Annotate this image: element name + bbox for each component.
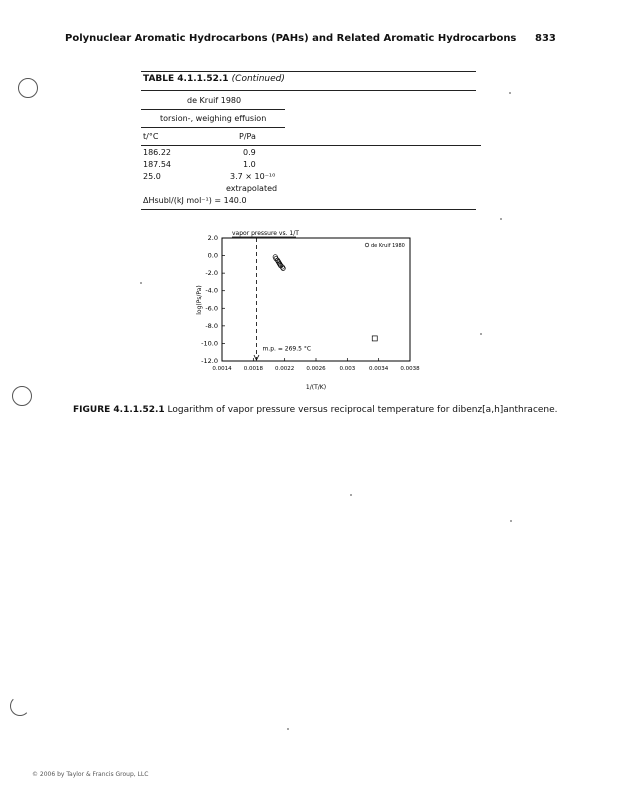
y-tick-label: -2.0 <box>205 269 218 278</box>
table-continued: (Continued) <box>231 74 285 84</box>
figure-caption-text: Logarithm of vapor pressure versus reciprocal temperature for dibenz[a,h]anthracene. <box>167 405 558 415</box>
table-method-rule <box>141 127 285 128</box>
punch-hole-top <box>18 78 38 98</box>
data-points <box>273 255 377 341</box>
y-tick-label: -12.0 <box>201 357 218 365</box>
table-row-2-t: 187.54 <box>143 160 171 169</box>
scan-speck <box>140 282 142 284</box>
y-tick-label: 0.0 <box>207 251 218 260</box>
table-title-rule <box>141 90 476 91</box>
table-row-3-p: 3.7 × 10⁻¹⁰ <box>230 172 276 181</box>
vapor-pressure-chart <box>190 226 440 398</box>
x-tick-label: 0.0026 <box>306 366 326 372</box>
running-header-title: Polynuclear Aromatic Hydrocarbons (PAHs) and Related Aromatic Hydrocarbons <box>65 33 517 44</box>
x-tick-label: 0.0034 <box>369 366 389 372</box>
copyright-footer: © 2006 by Taylor & Francis Group, LLC <box>32 771 149 778</box>
y-tick-label: -10.0 <box>201 339 218 348</box>
data-point-square <box>372 336 377 341</box>
plot-frame <box>222 238 410 361</box>
table-enthalpy: ΔHsubl/(kJ mol⁻¹) = 140.0 <box>143 196 247 205</box>
x-tick-label: 0.0014 <box>212 366 232 372</box>
melting-point-annotation: m.p. = 269.5 °C <box>262 345 312 353</box>
table-row-2-p: 1.0 <box>243 160 256 169</box>
table-method: torsion-, weighing effusion <box>160 114 267 123</box>
scan-speck <box>350 494 352 496</box>
legend <box>365 243 405 249</box>
table-row-3-t: 25.0 <box>143 172 161 181</box>
x-tick-label: 0.0018 <box>243 366 263 372</box>
x-axis-ticks <box>212 358 420 372</box>
table-note: extrapolated <box>226 184 278 193</box>
table-bottom-rule <box>141 209 476 210</box>
table-col1-header: t/°C <box>143 132 159 141</box>
y-tick-label: -8.0 <box>205 321 218 330</box>
table-top-rule <box>141 71 476 72</box>
x-tick-label: 0.0022 <box>275 366 295 372</box>
chart-title: vapor pressure vs. 1/T <box>232 230 299 237</box>
table-reference: de Kruif 1980 <box>187 96 242 105</box>
table-reference-rule <box>141 109 285 110</box>
table-row-1-t: 186.22 <box>143 148 171 157</box>
legend-label: de Kruif 1980 <box>371 243 405 249</box>
table-label: TABLE 4.1.1.52.1 <box>143 74 229 84</box>
scan-speck <box>480 333 482 335</box>
y-axis-ticks <box>201 234 225 365</box>
punch-hole-middle <box>12 386 32 406</box>
x-tick-label: 0.0038 <box>400 366 420 372</box>
scan-speck <box>287 728 289 730</box>
figure-caption <box>73 405 558 415</box>
data-point-circle <box>281 266 285 270</box>
y-tick-label: -6.0 <box>205 304 218 313</box>
y-axis-label: log(Ps/Pa) <box>196 285 203 315</box>
y-tick-label: 2.0 <box>207 234 218 242</box>
figure-label: FIGURE 4.1.1.52.1 <box>73 405 165 415</box>
y-tick-label: -4.0 <box>205 286 218 295</box>
table-col2-header: P/Pa <box>239 132 256 141</box>
table-title <box>143 74 285 84</box>
scan-speck <box>500 218 502 220</box>
table-header-rule <box>141 145 481 146</box>
x-axis-label: 1/(T/K) <box>305 384 327 391</box>
punch-hole-bottom <box>10 696 30 716</box>
x-tick-label: 0.003 <box>339 366 356 372</box>
table-row-1-p: 0.9 <box>243 148 256 157</box>
page-number: 833 <box>535 33 556 44</box>
legend-marker <box>365 243 369 247</box>
scan-speck <box>509 92 511 94</box>
scan-speck <box>510 520 512 522</box>
